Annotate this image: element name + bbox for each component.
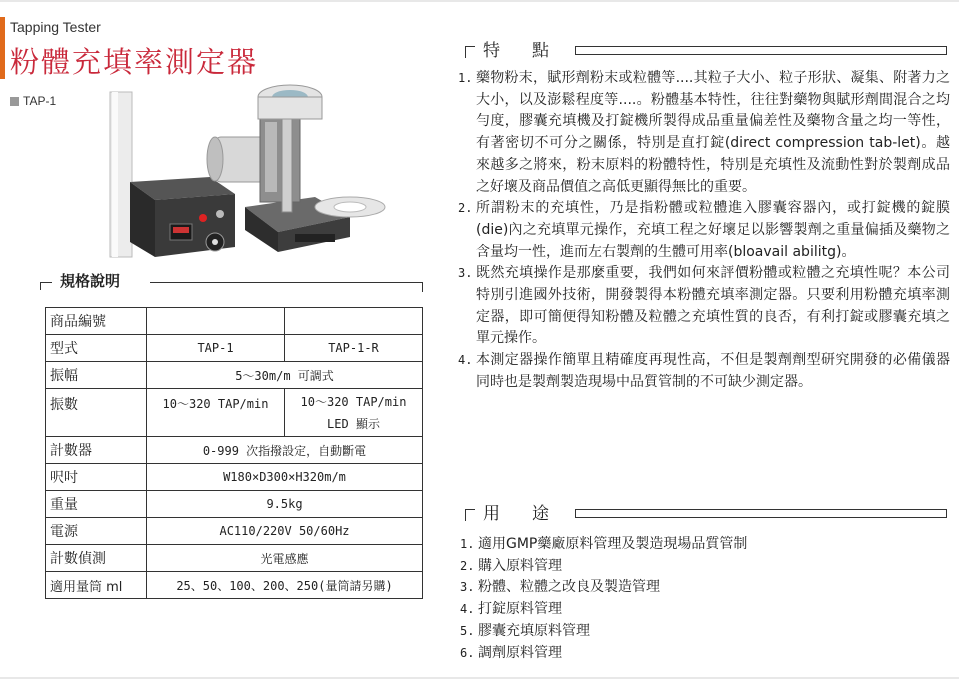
item-number: 6. [460, 645, 475, 660]
cell-b: TAP-1-R [285, 335, 423, 362]
table-row [46, 518, 423, 545]
list-item [460, 534, 747, 556]
row-label: 計數器 [50, 443, 92, 459]
cell-b-line1: 10～320 TAP/min [300, 394, 407, 409]
item-text: 調劑原料管理 [478, 644, 562, 661]
row-label: 振數 [50, 397, 78, 413]
table-row [46, 491, 423, 518]
spec-section-header [40, 270, 423, 294]
cell-b [285, 389, 423, 437]
table-row [46, 464, 423, 491]
list-item [458, 263, 950, 350]
cell-a: TAP-1 [147, 335, 285, 362]
cell-merged: 光電感應 [147, 545, 423, 572]
item-text: 粉體、粒體之改良及製造管理 [478, 579, 660, 596]
header-accent-bar [0, 17, 5, 79]
table-row [46, 572, 423, 599]
list-item [458, 350, 950, 393]
item-number: 2. [460, 558, 475, 573]
features-section-header [465, 36, 947, 60]
table-row [46, 437, 423, 464]
model-tag [10, 94, 56, 108]
item-number: 5. [460, 623, 475, 638]
cell-merged: 25、50、100、200、250(量筒請另購) [147, 572, 423, 599]
cell-b [285, 308, 423, 335]
features-list [458, 68, 950, 394]
cell-b-line2: LED 顯示 [327, 416, 380, 431]
row-label: 計數偵測 [50, 551, 106, 567]
model-label: TAP-1 [23, 94, 57, 108]
item-text: 本測定器操作簡單且精確度再現性高，不但是製劑劑型研究開發的必備儀器同時也是製劑製造現場中品質管制的不可缺少測定器。 [476, 352, 950, 390]
cell-a: 10～320 TAP/min [147, 389, 285, 437]
row-label: 適用量筒 ml [50, 579, 123, 595]
item-number: 3. [458, 266, 473, 281]
row-label: 振幅 [50, 368, 78, 384]
list-item [460, 577, 747, 599]
item-number: 1. [458, 71, 473, 85]
header-rule-end [422, 282, 423, 292]
spec-section-title: 規格說明 [60, 272, 121, 290]
product-image [100, 82, 430, 267]
table-row [46, 362, 423, 389]
table-row [46, 308, 423, 335]
header-rule [575, 46, 947, 55]
cell-a [147, 308, 285, 335]
item-text: 所謂粉末的充填性，乃是指粉體或粒體進入膠囊容器內，或打錠機的錠膜(die)內之充填單元操作，充填工程之好壞足以影響製劑之重量偏插及藥物之含量均一性，進而左右製劑的生體可用率(bloavail abilitg)。 [476, 200, 950, 260]
table-row [46, 389, 423, 437]
list-item [458, 198, 950, 263]
uses-list [460, 534, 747, 664]
square-bullet-icon [10, 97, 19, 106]
cell-merged: AC110/220V 50/60Hz [147, 518, 423, 545]
brand-name: Tapping Tester [10, 19, 101, 35]
row-label: 重量 [50, 497, 78, 513]
header-rule [575, 509, 947, 518]
item-number: 4. [458, 353, 473, 368]
features-section-title: 特 點 [483, 41, 549, 61]
cell-merged: 9.5kg [147, 491, 423, 518]
row-label: 呎吋 [50, 470, 78, 486]
list-item [460, 643, 747, 665]
row-label: 型式 [50, 341, 78, 357]
spec-table [45, 307, 423, 599]
item-text: 既然充填操作是那麼重要，我們如何來評價粉體或粒體之充填性呢？本公司特別引進國外技術，開發製得本粉體充填率測定器。只要利用粉體充填率測定器，即可簡便得知粉體及粒體之充填性質的良否，有利打錠或膠囊充填之單元操作。 [476, 265, 950, 347]
item-number: 2. [458, 201, 473, 216]
cell-merged: 0-999 次指撥設定，自動斷電 [147, 437, 423, 464]
item-text: 適用GMP藥廠原料管理及製造現場品質管制 [478, 536, 748, 552]
cell-merged: 5～30m/m 可調式 [147, 362, 423, 389]
header-rule [150, 282, 423, 283]
item-number: 1. [460, 537, 475, 551]
item-text: 膠囊充填原料管理 [478, 622, 590, 639]
item-number: 3. [460, 580, 475, 595]
frame-top-border [0, 0, 959, 2]
list-item [460, 599, 747, 621]
row-label: 商品編號 [50, 314, 106, 330]
cell-merged: W180×D300×H320m/m [147, 464, 423, 491]
page-title: 粉體充填率測定器 [10, 45, 259, 79]
header-corner [465, 46, 475, 58]
row-label: 電源 [50, 524, 78, 540]
list-item [460, 556, 747, 578]
item-text: 打錠原料管理 [478, 601, 562, 618]
header-corner [40, 282, 52, 290]
uses-section-title: 用 途 [483, 504, 549, 524]
header-corner [465, 509, 475, 521]
uses-section-header [465, 499, 947, 523]
table-row [46, 335, 423, 362]
table-row [46, 545, 423, 572]
item-text: 藥物粉末，賦形劑粉末或粒體等....其粒子大小、粒子形狀、凝集、附著力之大小，以及澎鬆程度等....。粉體基本特性，往往對藥物與賦形劑間混合之均勻度，膠囊充填機及打錠機所製得成品重量偏差性及藥物含量之均一等性，有著密切不可分之關係，特別是直打錠(direct compression tab-let)。越來越多之將來，粉末原料的粉體特性，特別是充填性及流動性對於製劑成品之好壞及商品價值之高低更顯得無比的重要。 [476, 70, 950, 195]
item-number: 4. [460, 602, 475, 617]
list-item [460, 621, 747, 643]
item-text: 購入原料管理 [478, 557, 562, 574]
list-item [458, 68, 950, 198]
